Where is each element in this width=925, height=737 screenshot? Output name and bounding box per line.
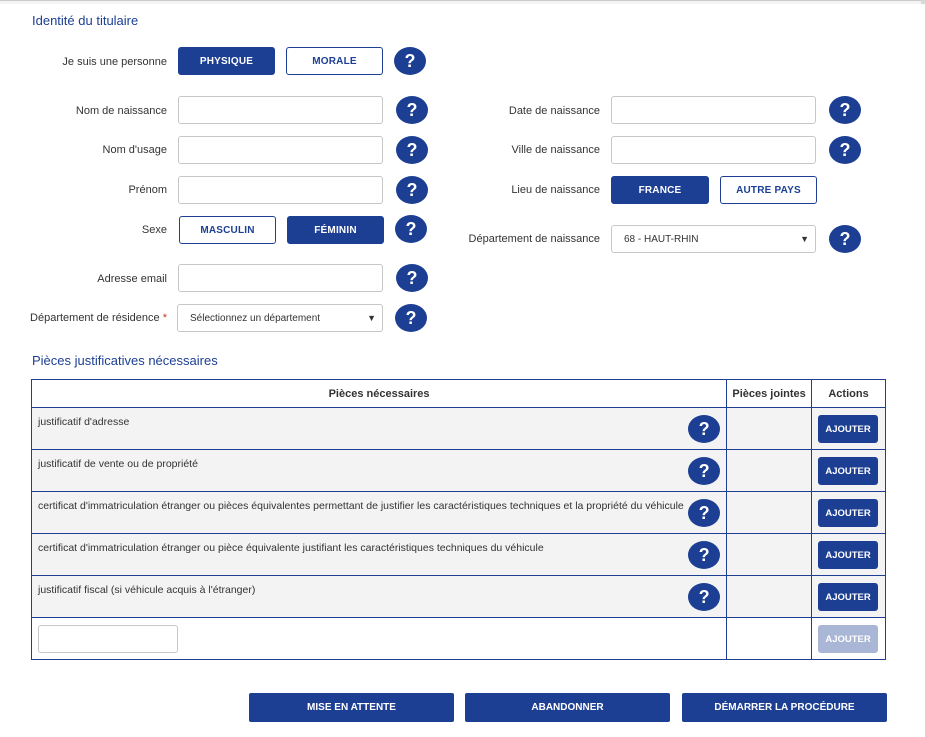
help-icon[interactable]: ? <box>688 583 720 611</box>
ajouter-button-disabled[interactable]: AJOUTER <box>818 625 878 653</box>
nom-naissance-label: Nom de naissance <box>75 105 167 117</box>
piece-label: justificatif d'adresse <box>38 416 130 428</box>
top-border <box>0 0 925 4</box>
nom-naissance-input[interactable] <box>178 96 383 124</box>
section-title-identity: Identité du titulaire <box>32 13 139 28</box>
piece-cell <box>32 618 727 660</box>
ajouter-button[interactable]: AJOUTER <box>818 541 878 569</box>
attachment-cell <box>727 576 812 618</box>
help-icon[interactable]: ? <box>396 176 428 204</box>
ajouter-button[interactable]: AJOUTER <box>818 583 878 611</box>
table-row <box>32 534 886 576</box>
email-input[interactable] <box>178 264 383 292</box>
table-row <box>32 450 886 492</box>
lieu-naissance-label: Lieu de naissance <box>511 184 600 196</box>
attachment-cell <box>727 450 812 492</box>
action-cell <box>812 576 886 618</box>
help-icon[interactable]: ? <box>688 541 720 569</box>
section-title-documents: Pièces justificatives nécessaires <box>32 353 218 368</box>
sexe-feminin-button[interactable]: FÉMININ <box>287 216 384 244</box>
nom-usage-input[interactable] <box>178 136 383 164</box>
help-icon[interactable]: ? <box>688 499 720 527</box>
piece-label: certificat d'immatriculation étranger ou pièces équivalentes permettant de justifier les caractéristiques techniques et la propriété du véhicule <box>38 500 684 512</box>
custom-piece-input[interactable] <box>38 625 178 653</box>
help-icon[interactable]: ? <box>829 136 861 164</box>
lieu-autre-pays-button[interactable]: AUTRE PAYS <box>720 176 817 204</box>
help-icon[interactable]: ? <box>396 264 428 292</box>
attachment-cell <box>727 618 812 660</box>
mise-en-attente-button[interactable]: MISE EN ATTENTE <box>249 693 454 722</box>
help-icon[interactable]: ? <box>829 96 861 124</box>
help-icon[interactable]: ? <box>688 457 720 485</box>
dept-naissance-select[interactable] <box>611 225 816 253</box>
piece-cell <box>32 492 727 534</box>
dept-residence-label: Département de résidence * <box>30 312 167 324</box>
help-icon[interactable]: ? <box>829 225 861 253</box>
demarrer-procedure-button[interactable]: DÉMARRER LA PROCÉDURE <box>682 693 887 722</box>
person-morale-button[interactable]: MORALE <box>286 47 383 75</box>
dept-naissance-value: 68 - HAUT-RHIN <box>624 233 699 245</box>
help-icon[interactable]: ? <box>394 47 426 75</box>
prenom-input[interactable] <box>178 176 383 204</box>
ajouter-button[interactable]: AJOUTER <box>818 457 878 485</box>
dept-naissance-label: Département de naissance <box>468 233 600 245</box>
table-row <box>32 576 886 618</box>
column-header-jointes: Pièces jointes <box>727 380 812 408</box>
ville-naissance-label: Ville de naissance <box>511 144 600 156</box>
action-cell <box>812 408 886 450</box>
piece-cell <box>32 534 727 576</box>
prenom-label: Prénom <box>128 184 167 196</box>
action-cell <box>812 492 886 534</box>
piece-label: justificatif fiscal (si véhicule acquis à l'étranger) <box>38 584 256 596</box>
nom-usage-label: Nom d'usage <box>102 144 167 156</box>
ajouter-button[interactable]: AJOUTER <box>818 415 878 443</box>
date-naissance-label: Date de naissance <box>508 105 600 117</box>
dept-residence-select[interactable] <box>177 304 383 332</box>
action-cell <box>812 534 886 576</box>
piece-label: justificatif de vente ou de propriété <box>38 458 198 470</box>
piece-cell <box>32 408 727 450</box>
table-row <box>32 492 886 534</box>
attachment-cell <box>727 492 812 534</box>
email-label: Adresse email <box>97 273 167 285</box>
help-icon[interactable]: ? <box>396 96 428 124</box>
action-cell <box>812 450 886 492</box>
piece-cell <box>32 450 727 492</box>
ajouter-button[interactable]: AJOUTER <box>818 499 878 527</box>
column-header-pieces: Pièces nécessaires <box>32 380 727 408</box>
dept-residence-value: Sélectionnez un département <box>190 312 321 324</box>
piece-label: certificat d'immatriculation étranger ou pièce équivalente justifiant les caractéristiques techniques du véhicule <box>38 542 544 554</box>
chevron-down-icon: ▼ <box>367 313 376 323</box>
table-row-custom <box>32 618 886 660</box>
help-icon[interactable]: ? <box>395 304 427 332</box>
table-row <box>32 408 886 450</box>
help-icon[interactable]: ? <box>395 215 427 243</box>
piece-cell <box>32 576 727 618</box>
ville-naissance-input[interactable] <box>611 136 816 164</box>
required-mark: * <box>162 312 167 324</box>
action-cell <box>812 618 886 660</box>
attachment-cell <box>727 408 812 450</box>
date-naissance-input[interactable] <box>611 96 816 124</box>
abandonner-button[interactable]: ABANDONNER <box>465 693 670 722</box>
scrollbar-corner <box>921 0 925 4</box>
sexe-label: Sexe <box>141 224 167 236</box>
help-icon[interactable]: ? <box>396 136 428 164</box>
column-header-actions: Actions <box>812 380 886 408</box>
person-physique-button[interactable]: PHYSIQUE <box>178 47 275 75</box>
sexe-masculin-button[interactable]: MASCULIN <box>179 216 276 244</box>
lieu-france-button[interactable]: FRANCE <box>611 176 709 204</box>
attachment-cell <box>727 534 812 576</box>
documents-table <box>31 379 886 660</box>
help-icon[interactable]: ? <box>688 415 720 443</box>
chevron-down-icon: ▼ <box>800 234 809 244</box>
person-type-label: Je suis une personne <box>62 56 167 68</box>
